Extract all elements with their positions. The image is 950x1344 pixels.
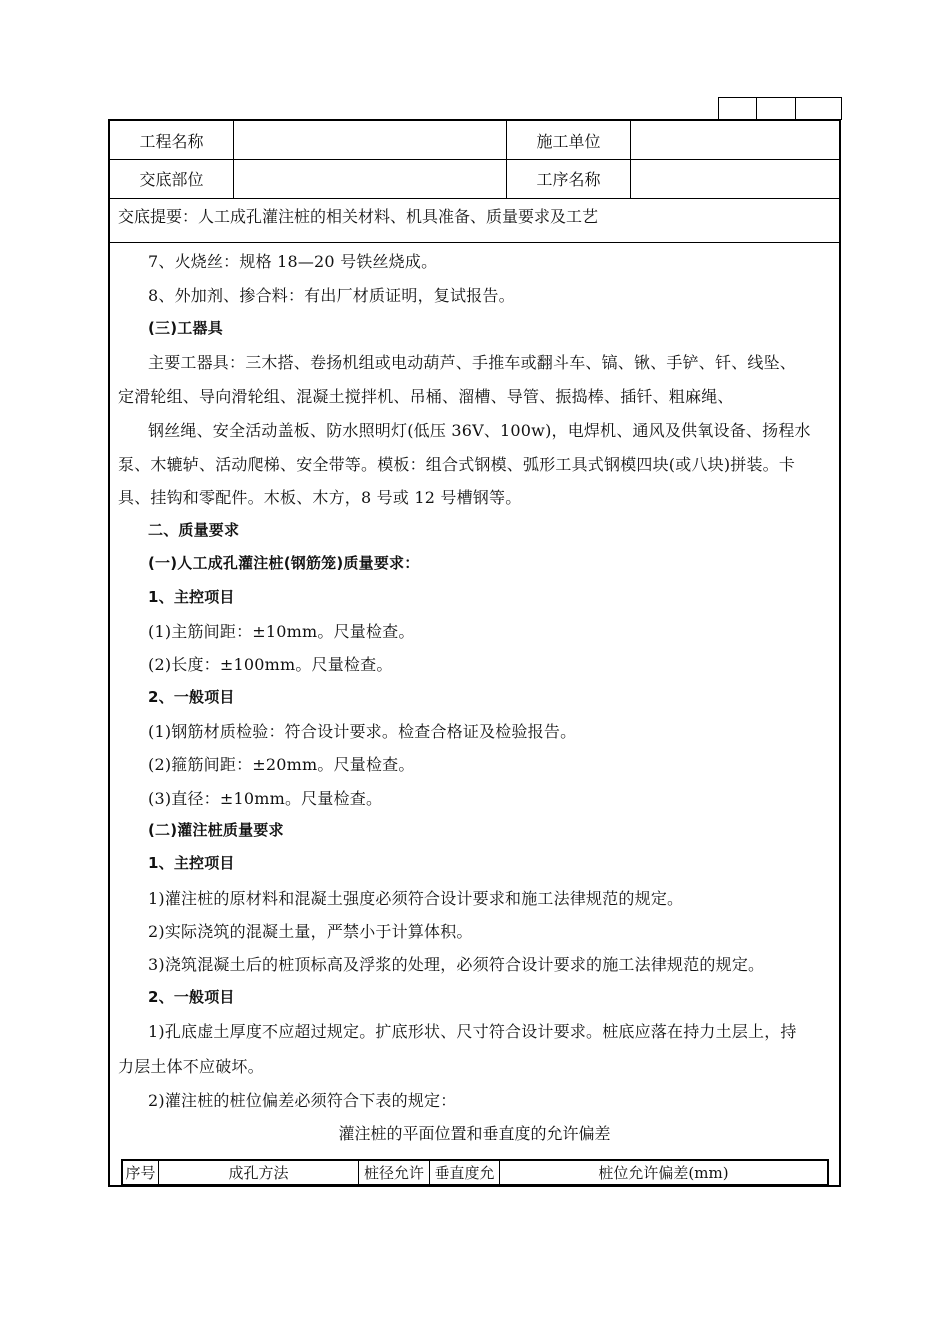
content-line: 1)灌注桩的原材料和混凝土强度必须符合设计要求和施工法律规范的规定。 bbox=[148, 889, 684, 908]
table-header-cell: 垂直度允 bbox=[430, 1161, 500, 1184]
content-line: 2)实际浇筑的混凝土量，严禁小于计算体积。 bbox=[148, 922, 473, 941]
section-heading: (一)人工成孔灌注桩(钢筋笼)质量要求： bbox=[148, 554, 420, 572]
content-line: 力层土体不应破坏。 bbox=[118, 1057, 264, 1076]
handover-summary: 交底提要：人工成孔灌注桩的相关材料、机具准备、质量要求及工艺 bbox=[110, 198, 839, 243]
project-name-field[interactable] bbox=[234, 121, 507, 159]
content-line: 1)孔底虚土厚度不应超过规定。扩底形状、尺寸符合设计要求。桩底应落在持力土层上，持 bbox=[148, 1022, 797, 1041]
section-heading: (二)灌注桩质量要求 bbox=[148, 821, 284, 839]
construction-unit-field[interactable] bbox=[631, 121, 839, 159]
content-line: 2)灌注桩的桩位偏差必须符合下表的规定： bbox=[148, 1091, 457, 1110]
section-heading: 2、一般项目 bbox=[148, 988, 235, 1006]
section-heading: (三)工器具 bbox=[148, 319, 223, 337]
top-cell bbox=[757, 98, 796, 120]
section-heading: 二、质量要求 bbox=[148, 521, 240, 539]
content-line: 主要工器具：三木搭、卷扬机组或电动葫芦、手推车或翻斗车、镐、锹、手铲、钎、线坠、 bbox=[148, 353, 797, 372]
content-line: 具、挂钩和零配件。木板、木方，8 号或 12 号槽钢等。 bbox=[118, 488, 522, 507]
section-heading: 2、一般项目 bbox=[148, 688, 235, 706]
content-line: (1)钢筋材质检验：符合设计要求。检查合格证及检验报告。 bbox=[148, 722, 577, 741]
table-header-cell: 桩径允许 bbox=[359, 1161, 430, 1184]
content-line: 泵、木辘轳、活动爬梯、安全带等。模板：组合式钢模、弧形工具式钢模四块(或八块)拼装。卡 bbox=[118, 455, 796, 474]
content-line: 8、外加剂、掺合料：有出厂材质证明，复试报告。 bbox=[148, 286, 515, 305]
content-line: 钢丝绳、安全活动盖板、防水照明灯(低压 36V、100w)，电焊机、通风及供氧设备、扬程水 bbox=[148, 421, 811, 440]
top-cell bbox=[796, 98, 841, 120]
content-line: 定滑轮组、导向滑轮组、混凝土搅拌机、吊桶、溜槽、导管、振捣棒、插钎、粗麻绳、 bbox=[118, 387, 734, 406]
header-row-2 bbox=[110, 159, 839, 199]
table-header-cell: 成孔方法 bbox=[159, 1161, 359, 1184]
table-caption: 灌注桩的平面位置和垂直度的允许偏差 bbox=[338, 1124, 611, 1143]
process-name-label: 工序名称 bbox=[507, 159, 631, 198]
top-cell bbox=[719, 98, 757, 120]
content-line: 7、火烧丝：规格 18—20 号铁丝烧成。 bbox=[148, 252, 438, 271]
table-header-cell: 桩位允许偏差(mm) bbox=[598, 1164, 729, 1182]
project-name-label: 工程名称 bbox=[110, 121, 234, 159]
content-line: (3)直径：±10mm。尺量检查。 bbox=[148, 789, 383, 808]
process-name-field[interactable] bbox=[631, 159, 839, 198]
construction-unit-label: 施工单位 bbox=[507, 121, 631, 159]
table-header-cell: 序号 bbox=[123, 1161, 159, 1184]
top-right-cells bbox=[718, 97, 842, 120]
header-row-1 bbox=[110, 121, 839, 160]
section-heading: 1、主控项目 bbox=[148, 588, 235, 606]
content-line: (2)箍筋间距：±20mm。尺量检查。 bbox=[148, 755, 415, 774]
handover-part-field[interactable] bbox=[234, 159, 507, 198]
content-line: (2)长度：±100mm。尺量检查。 bbox=[148, 655, 393, 674]
handover-form bbox=[108, 119, 841, 1187]
pile-deviation-table-header bbox=[121, 1159, 829, 1186]
content-line: 3)浇筑混凝土后的桩顶标高及浮浆的处理，必须符合设计要求的施工法律规范的规定。 bbox=[148, 955, 765, 974]
content-line: (1)主筋间距：±10mm。尺量检查。 bbox=[148, 622, 415, 641]
handover-part-label: 交底部位 bbox=[110, 159, 234, 198]
section-heading: 1、主控项目 bbox=[148, 854, 235, 872]
